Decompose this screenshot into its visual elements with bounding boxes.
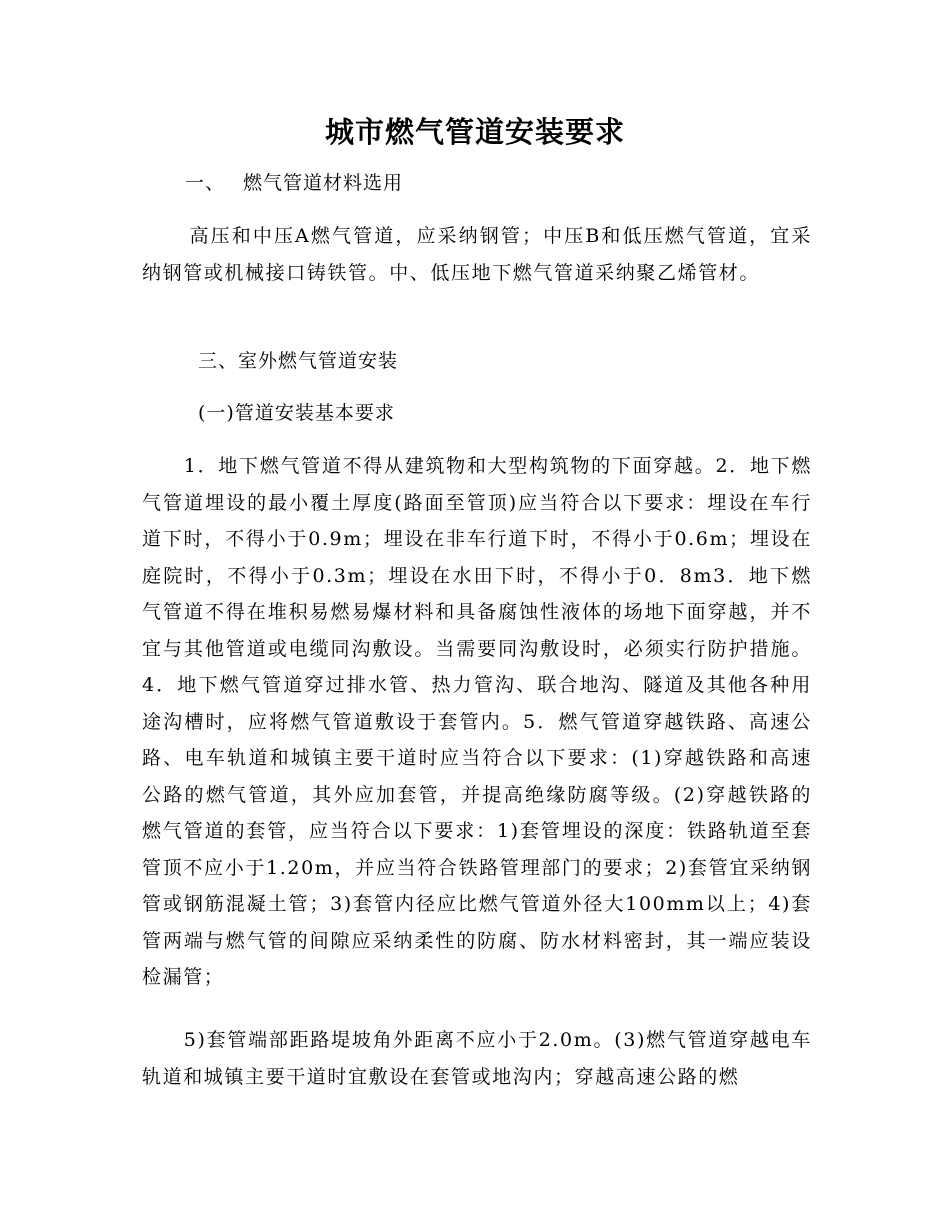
section-1-number: 一、 [185, 172, 226, 194]
section-3-paragraph-1: 1．地下燃气管道不得从建筑物和大型构筑物的下面穿越。2．地下燃气管道埋设的最小覆土厚度(路面至管顶)应当符合以下要求：埋设在车行道下时，不得小于0.9m；埋设在非车行道下时，不得小于0.6m；埋设在庭院时，不得小于0.3m；埋设在水田下时，不得小于0．8m3．地下燃气管道不得在堆积易燃易爆材料和具备腐蚀性液体的场地下面穿越，并不宜与其他管道或电缆同沟敷设。当需要同沟敷设时，必须实行防护措施。4．地下燃气管道穿过排水管、热力管沟、联合地沟、隧道及其他各种用途沟槽时，应将燃气管道敷设于套管内。5．燃气管道穿越铁路、高速公路、电车轨道和城镇主要干道时应当符合以下要求：(1)穿越铁路和高速公路的燃气管道，其外应加套管，并提高绝缘防腐等级。(2)穿越铁路的燃气管道的套管，应当符合以下要求：1)套管埋设的深度：铁路轨道至套管顶不应小于1.20m，并应当符合铁路管理部门的要求；2)套管宜采纳钢管或钢筋混凝土管；3)套管内径应比燃气管道外径大100mm以上；4)套管两端与燃气管的间隙应采纳柔性的防腐、防水材料密封，其一端应装设检漏管； [142, 455, 812, 988]
section-3-paragraph-2: 5)套管端部距路堤坡角外距离不应小于2.0m。(3)燃气管道穿越电车轨道和城镇主要干道时宜敷设在套管或地沟内；穿越高速公路的燃 [142, 1029, 812, 1088]
section-3-subheading: (一)管道安装基本要求 [198, 402, 395, 424]
section-1-heading-text: 燃气管道材料选用 [243, 172, 404, 194]
section-3-heading: 三、室外燃气管道安装 [198, 350, 399, 372]
document-title: 城市燃气管道安装要求 [324, 115, 625, 149]
section-1-paragraph: 高压和中压A燃气管道，应采纳钢管；中压B和低压燃气管道，宜采纳钢管或机械接口铸铁管。中、低压地下燃气管道采纳聚乙烯管材。 [142, 225, 812, 284]
section-1-heading [185, 168, 403, 198]
